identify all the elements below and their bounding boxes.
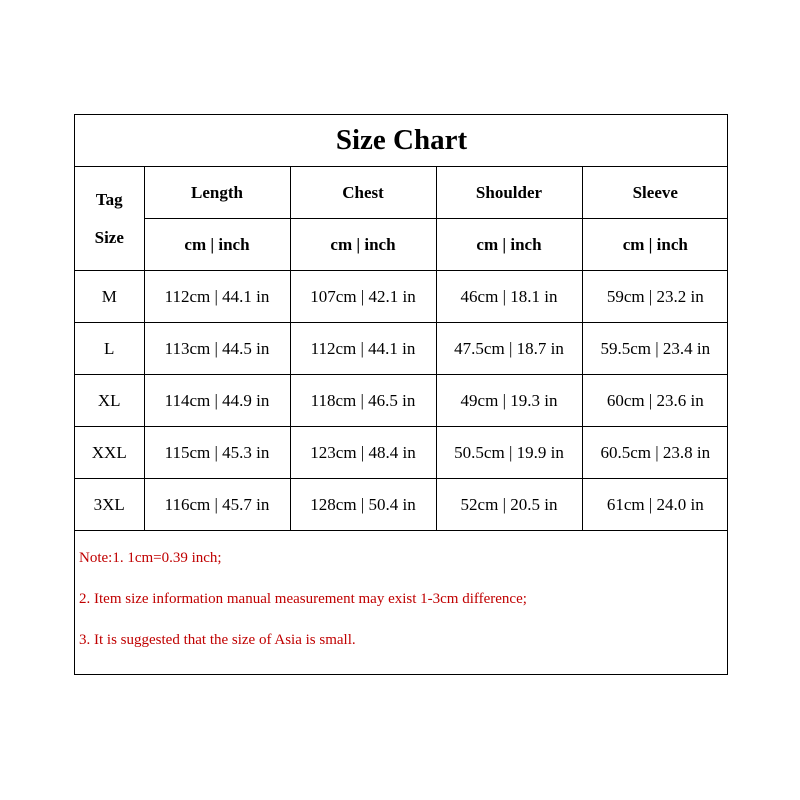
length-cell: 116cm | 45.7 in: [144, 479, 290, 531]
chest-cell: 118cm | 46.5 in: [290, 375, 436, 427]
shoulder-cell: 49cm | 19.3 in: [436, 375, 582, 427]
size-cell: 3XL: [75, 479, 144, 531]
length-cell: 114cm | 44.9 in: [144, 375, 290, 427]
shoulder-cell: 46cm | 18.1 in: [436, 271, 582, 323]
tag-size-header: [75, 167, 144, 271]
sleeve-cell: 59cm | 23.2 in: [582, 271, 728, 323]
chest-cell: 123cm | 48.4 in: [290, 427, 436, 479]
tag-header-line2: Size: [94, 227, 124, 247]
shoulder-cell: 52cm | 20.5 in: [436, 479, 582, 531]
unit-label: cm | inch: [144, 219, 290, 271]
column-header-sleeve: Sleeve: [582, 167, 728, 219]
column-header-chest: Chest: [290, 167, 436, 219]
note-line: 2. Item size information manual measurement may exist 1-3cm difference;: [79, 591, 527, 607]
chest-cell: 112cm | 44.1 in: [290, 323, 436, 375]
unit-label: cm | inch: [582, 219, 728, 271]
length-cell: 115cm | 45.3 in: [144, 427, 290, 479]
table-row: [75, 427, 728, 479]
length-cell: 112cm | 44.1 in: [144, 271, 290, 323]
notes-section: [79, 547, 527, 670]
column-header-length: Length: [144, 167, 290, 219]
table-row: [75, 271, 728, 323]
note-line: Note:1. 1cm=0.39 inch;: [79, 550, 222, 566]
sleeve-cell: 59.5cm | 23.4 in: [582, 323, 728, 375]
unit-label: cm | inch: [290, 219, 436, 271]
size-chart: [74, 114, 728, 675]
table-row: [75, 375, 728, 427]
table-row: [75, 479, 728, 531]
note-line: 3. It is suggested that the size of Asia is small.: [79, 632, 356, 648]
size-cell: L: [75, 323, 144, 375]
shoulder-cell: 47.5cm | 18.7 in: [436, 323, 582, 375]
chart-title: Size Chart: [75, 115, 728, 167]
tag-header-line1: Tag: [95, 189, 123, 209]
size-table: [75, 115, 728, 531]
chest-cell: 107cm | 42.1 in: [290, 271, 436, 323]
table-row: [75, 323, 728, 375]
column-header-shoulder: Shoulder: [436, 167, 582, 219]
size-cell: M: [75, 271, 144, 323]
sleeve-cell: 60cm | 23.6 in: [582, 375, 728, 427]
chest-cell: 128cm | 50.4 in: [290, 479, 436, 531]
shoulder-cell: 50.5cm | 19.9 in: [436, 427, 582, 479]
sleeve-cell: 60.5cm | 23.8 in: [582, 427, 728, 479]
size-cell: XXL: [75, 427, 144, 479]
unit-label: cm | inch: [436, 219, 582, 271]
sleeve-cell: 61cm | 24.0 in: [582, 479, 728, 531]
size-cell: XL: [75, 375, 144, 427]
length-cell: 113cm | 44.5 in: [144, 323, 290, 375]
